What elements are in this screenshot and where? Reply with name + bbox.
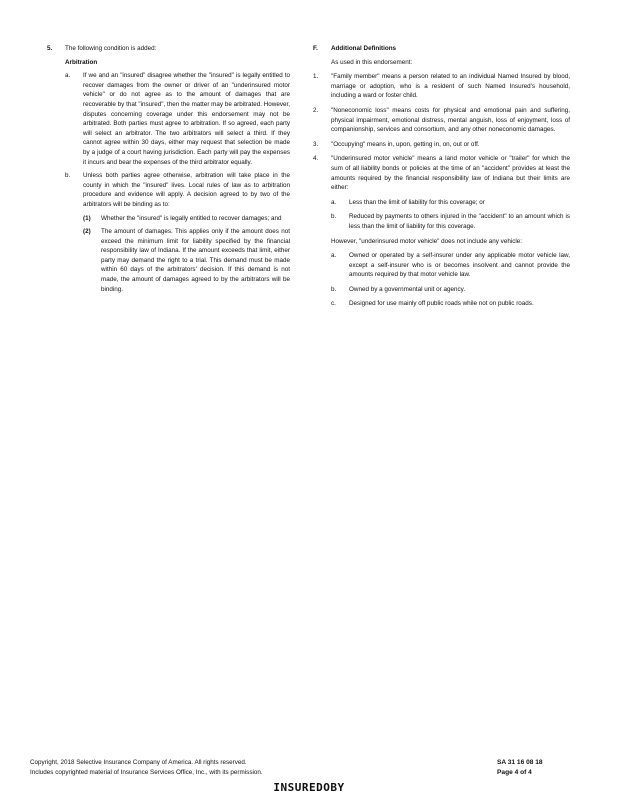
copyright-line-2: Includes copyrighted material of Insurance Services Office, Inc., with its permission. [30, 769, 263, 776]
definition-item-3 [313, 140, 570, 150]
definition-item-1 [313, 72, 570, 101]
exclusion-item-b [313, 285, 570, 295]
subitem-marker: (1) [83, 214, 91, 222]
left-column [47, 44, 290, 294]
subitem-marker: (2) [83, 228, 91, 236]
arbitration-subitem-1 [47, 214, 290, 224]
subitem-marker: c. [331, 300, 336, 308]
subitem-text: Owned by a governmental unit or agency. [349, 285, 466, 293]
subitem-marker: b. [331, 285, 337, 293]
item-marker: 2. [313, 106, 319, 114]
item-text: "Noneconomic loss" means costs for physical and emotional pain and suffering, physical impairment, emotional distress, mental anguish, loss of enjoyment, loss of companionship, services and consortium, and any other noneconomic damages. [331, 106, 570, 134]
definitions-intro: As used in this endorsement: [331, 58, 413, 66]
item-marker: 3. [313, 140, 319, 148]
watermark-text: INSUREDOBY [273, 781, 345, 794]
subitem-text: Whether the "insured" is legally entitled to recover damages; and [101, 214, 282, 222]
copyright-line-1: Copyright, 2018 Selective Insurance Company of America. All rights reserved. [30, 759, 247, 766]
subitem-text: Less than the limit of liability for this coverage; or [349, 198, 485, 206]
footer-form-info [497, 758, 543, 778]
subitem-marker: a. [331, 198, 337, 206]
exclusion-item-a [313, 251, 570, 280]
however-paragraph: However, "underinsured motor vehicle" does not include any vehicle: [331, 237, 523, 245]
section-f-heading [313, 44, 570, 54]
definition-4-subitem-a [313, 198, 570, 208]
section-5-heading [47, 44, 290, 54]
exclusion-item-c [313, 299, 570, 309]
definition-item-2 [313, 106, 570, 135]
definition-item-4 [313, 154, 570, 192]
item-marker: b. [65, 172, 71, 180]
item-text: "Underinsured motor vehicle" means a land motor vehicle or "trailer" for which the sum of all liability bonds or policies at the time of an "accident" provides at least the amounts required by the financial responsibility law of Indiana but their limits are either: [331, 155, 570, 192]
item-marker: a. [65, 72, 71, 80]
item-text: "Family member" means a person related to an individual Named Insured by blood, marriage or adoption, who is a resident of such Named Insured's household, including a ward or foster child. [331, 73, 570, 100]
section-letter: F. [313, 45, 318, 52]
arbitration-subheading: Arbitration [65, 58, 98, 66]
form-number: SA 31 16 08 18 [497, 759, 543, 766]
subitem-marker: b. [331, 213, 337, 221]
item-text: "Occupying" means in, upon, getting in, on, out or off. [331, 140, 480, 148]
arbitration-item-a [47, 71, 290, 167]
section-heading-text: The following condition is added: [65, 45, 157, 52]
right-column [313, 44, 570, 309]
item-text: If we and an "insured" disagree whether the "insured" is legally entitled to recover damages from the owner or driver of an "underinsured motor vehicle" or do not agree as to the amount of damages that are recoverable by that "insured", then the matter may be arbitrated. However, disputes concerning coverage under this endorsement may not be arbitrated. Both parties must agree to arbitration. If so agreed, each party will select an arbitrator. The two arbitrators will select a third. If they cannot agree within 30 days, either may request that selection be made by a judge of a court having jurisdiction. Each party will pay the expenses it incurs and bear the expenses of the third arbitrator equally. [83, 72, 290, 166]
subitem-marker: a. [331, 252, 337, 260]
item-marker: 1. [313, 73, 319, 81]
definition-4-subitem-b [313, 212, 570, 231]
arbitration-item-b [47, 171, 290, 209]
subitem-text: The amount of damages. This applies only if the amount does not exceed the minimum limit for liability specified by the financial responsibility law of Indiana. If the amount exceeds that limit, either party may demand the right to a trial. This demand must be made within 60 days of the arbitrators' decision. If this demand is not made, the amount of damages agreed to by the arbitrators will be binding. [101, 228, 290, 293]
item-marker: 4. [313, 155, 319, 163]
arbitration-subitem-2 [47, 227, 290, 294]
subitem-text: Designed for use mainly off public roads while not on public roads. [349, 300, 534, 308]
subitem-text: Reduced by payments to others injured in the "accident" to an amount which is less than the limit of liability for this coverage. [349, 213, 570, 230]
section-number: 5. [47, 45, 53, 52]
section-heading-text: Additional Definitions [331, 45, 397, 52]
item-text: Unless both parties agree otherwise, arbitration will take place in the county in which the "insured" lives. Local rules of law as to arbitration procedure and evidence will apply. A decision agreed to by two of the arbitrators will be binding as to: [83, 172, 290, 208]
footer-copyright [30, 758, 263, 778]
page-label: Page 4 of 4 [497, 769, 532, 776]
subitem-text: Owned or operated by a self-insurer under any applicable motor vehicle law, except a self-insurer who is or becomes insolvent and cannot provide the amounts required by that motor vehicle law. [349, 252, 570, 279]
